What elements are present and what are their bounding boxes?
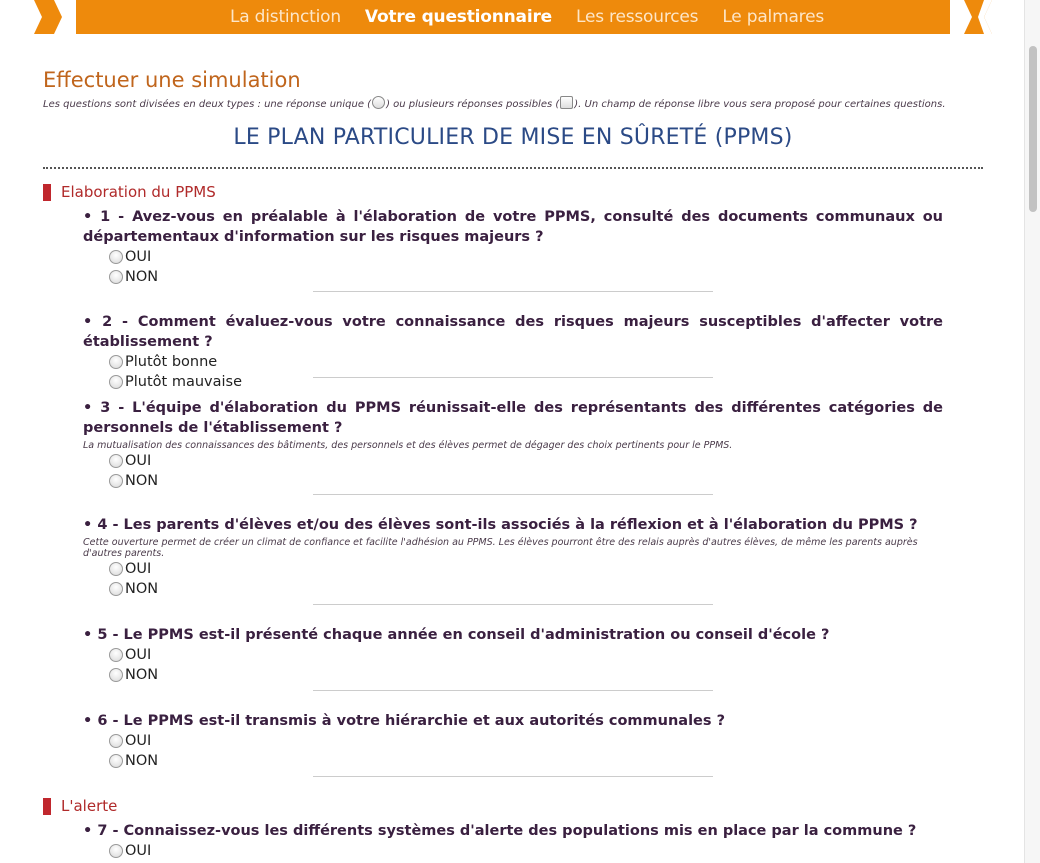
- section-heading-alerte: [43, 797, 117, 815]
- question-5: [83, 625, 943, 685]
- radio-button[interactable]: [109, 668, 123, 682]
- question-2-free-answer-line[interactable]: [313, 377, 713, 378]
- question-6-option-oui[interactable]: [109, 731, 943, 751]
- radio-button[interactable]: [109, 648, 123, 662]
- question-3-text: • 3 - L'équipe d'élaboration du PPMS réunissait-elle des représentants des différentes catégories de personnels de l'établissement ?: [83, 400, 943, 436]
- question-6-text: • 6 - Le PPMS est-il transmis à votre hiérarchie et aux autorités communales ?: [83, 713, 725, 729]
- question-2: [83, 312, 943, 392]
- right-diamond-decoration-icon: [950, 0, 1006, 34]
- option-label: Plutôt mauvaise: [125, 374, 242, 390]
- question-1-free-answer-line[interactable]: [313, 291, 713, 292]
- page-title: Effectuer une simulation: [43, 68, 301, 92]
- option-label: OUI: [125, 249, 152, 265]
- question-7: [83, 821, 943, 861]
- radio-button[interactable]: [109, 474, 123, 488]
- question-1-option-oui[interactable]: [109, 247, 943, 267]
- radio-button[interactable]: [109, 375, 123, 389]
- option-label: OUI: [125, 733, 152, 749]
- radio-button[interactable]: [109, 754, 123, 768]
- question-2-text: • 2 - Comment évaluez-vous votre connaissance des risques majeurs susceptibles d'affecter votre établissement ?: [83, 314, 943, 350]
- question-1-text: • 1 - Avez-vous en préalable à l'élaboration de votre PPMS, consulté des documents communaux ou départementaux d'information sur les risques majeurs ?: [83, 209, 943, 245]
- question-3-option-non[interactable]: [109, 471, 943, 491]
- question-3-option-oui[interactable]: [109, 451, 943, 471]
- checkbox-example-icon: [560, 96, 573, 109]
- radio-example-icon: [372, 96, 385, 109]
- question-4-free-answer-line[interactable]: [313, 604, 713, 605]
- page-scrollbar[interactable]: [1024, 0, 1040, 863]
- radio-button[interactable]: [109, 355, 123, 369]
- question-5-option-oui[interactable]: [109, 645, 943, 665]
- question-3-hint: La mutualisation des connaissances des bâtiments, des personnels et des élèves permet de dégager des choix pertinents pour le PPMS.: [83, 440, 733, 451]
- question-1: [83, 207, 943, 287]
- question-2-option-mauvaise[interactable]: [109, 372, 943, 392]
- intro-text-part-1: Les questions sont divisées en deux types : une réponse unique (: [43, 99, 372, 110]
- radio-button[interactable]: [109, 250, 123, 264]
- section-title: Elaboration du PPMS: [61, 183, 216, 201]
- nav-link-palmares[interactable]: Le palmares: [722, 7, 824, 27]
- nav-link-ressources[interactable]: Les ressources: [575, 7, 699, 27]
- scrollbar-thumb[interactable]: [1029, 46, 1037, 212]
- option-label: NON: [125, 753, 159, 769]
- question-6-option-non[interactable]: [109, 751, 943, 771]
- radio-button[interactable]: [109, 734, 123, 748]
- option-label: NON: [125, 581, 159, 597]
- radio-button[interactable]: [109, 582, 123, 596]
- radio-button[interactable]: [109, 844, 123, 858]
- question-4: [83, 515, 943, 599]
- nav-link-distinction[interactable]: La distinction: [229, 7, 341, 27]
- radio-button[interactable]: [109, 454, 123, 468]
- option-label: Plutôt bonne: [125, 354, 218, 370]
- option-label: OUI: [125, 647, 152, 663]
- question-3-free-answer-line[interactable]: [313, 494, 713, 495]
- option-label: OUI: [125, 453, 152, 469]
- question-5-option-non[interactable]: [109, 665, 943, 685]
- question-6: [83, 711, 943, 771]
- question-3: [83, 398, 943, 491]
- question-4-hint: Cette ouverture permet de créer un climat de confiance et facilite l'adhésion au PPMS. Les élèves pourront être des relais auprès d'autres élèves, de même les parents auprès d'autres parents.: [83, 537, 918, 559]
- questionnaire-main-title: LE PLAN PARTICULIER DE MISE EN SÛRETÉ (PPMS): [233, 125, 793, 150]
- top-nav-bar: [20, 0, 1006, 34]
- option-label: OUI: [125, 843, 152, 859]
- nav-link-questionnaire[interactable]: Votre questionnaire: [364, 7, 552, 27]
- dotted-divider: [43, 167, 983, 169]
- section-marker: [43, 798, 51, 815]
- question-4-option-oui[interactable]: [109, 559, 943, 579]
- section-heading-elaboration: [43, 183, 216, 201]
- section-marker: [43, 184, 51, 201]
- question-4-option-non[interactable]: [109, 579, 943, 599]
- question-4-text: • 4 - Les parents d'élèves et/ou des élèves sont-ils associés à la réflexion et à l'élaboration du PPMS ?: [83, 517, 918, 533]
- option-label: OUI: [125, 561, 152, 577]
- question-7-option-oui[interactable]: [109, 841, 943, 861]
- intro-text-part-2: ) ou plusieurs réponses possibles (: [386, 99, 560, 110]
- radio-button[interactable]: [109, 270, 123, 284]
- question-5-text: • 5 - Le PPMS est-il présenté chaque année en conseil d'administration ou conseil d'école ?: [83, 627, 830, 643]
- intro-text-part-3: ). Un champ de réponse libre vous sera proposé pour certaines questions.: [574, 99, 946, 110]
- question-6-free-answer-line[interactable]: [313, 776, 713, 777]
- page-content: [43, 64, 983, 169]
- radio-button[interactable]: [109, 562, 123, 576]
- option-label: NON: [125, 473, 159, 489]
- option-label: NON: [125, 269, 159, 285]
- question-5-free-answer-line[interactable]: [313, 690, 713, 691]
- intro-text: [43, 96, 983, 110]
- question-1-option-non[interactable]: [109, 267, 943, 287]
- main-navigation: [20, 0, 1006, 34]
- question-7-text: • 7 - Connaissez-vous les différents systèmes d'alerte des populations mis en place par la commune ?: [83, 823, 917, 839]
- section-title: L'alerte: [61, 797, 118, 815]
- question-2-option-bonne[interactable]: [109, 352, 943, 372]
- option-label: NON: [125, 667, 159, 683]
